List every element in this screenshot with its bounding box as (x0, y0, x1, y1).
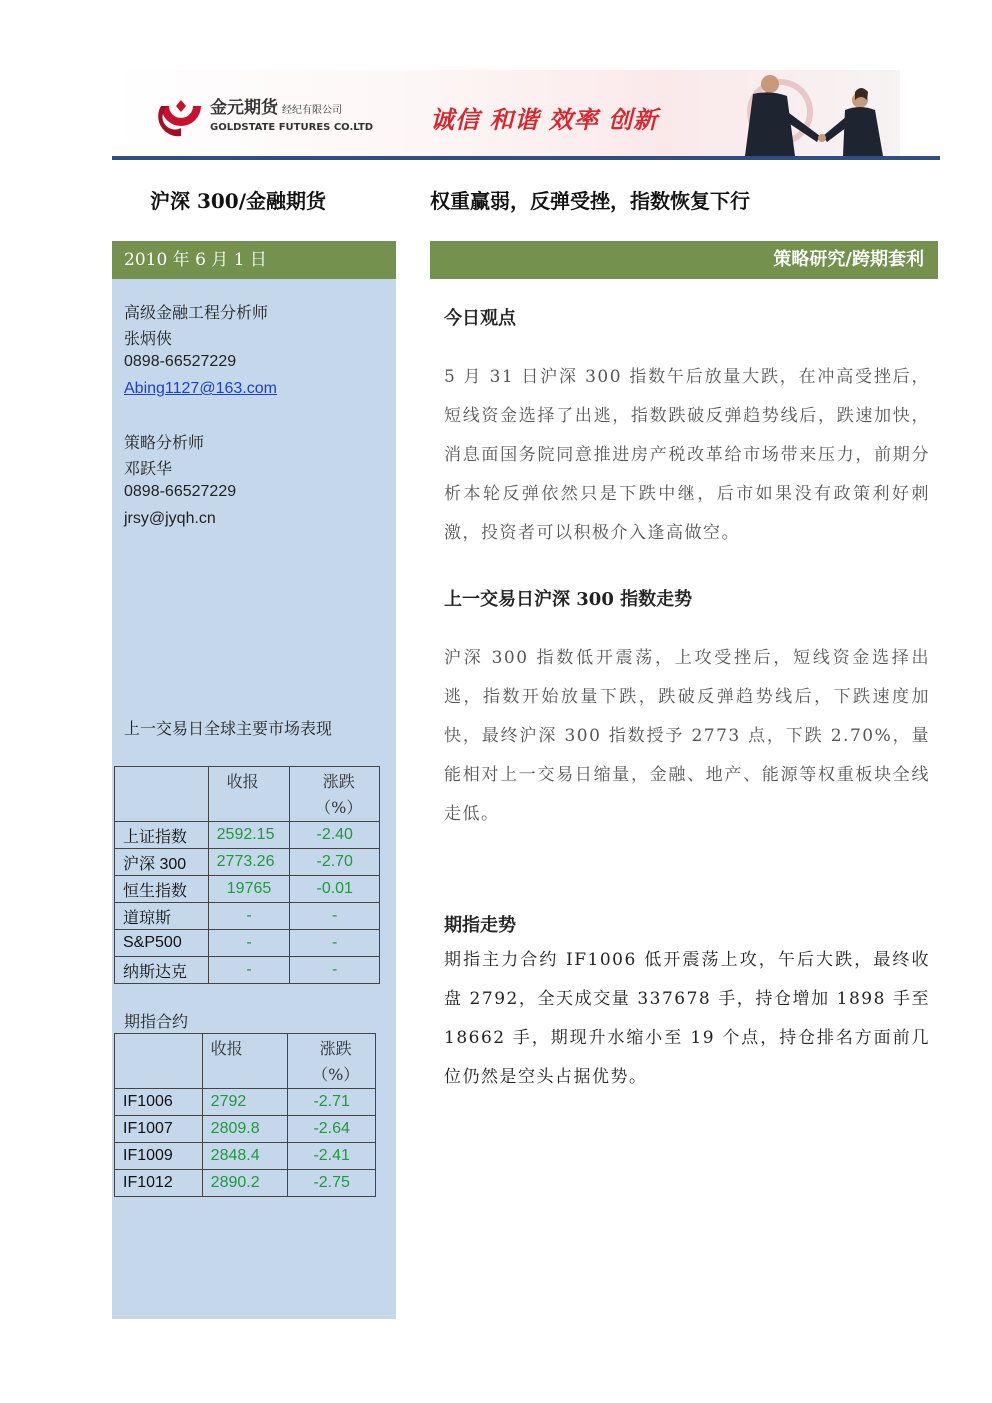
table-row (115, 849, 380, 876)
market-name: 道琼斯 (115, 903, 209, 930)
futures-table-label: 期指合约 (124, 1012, 189, 1031)
report-category-bar: 策略研究/跨期套利 (430, 241, 938, 279)
company-name-cn-main: 金元期货 (210, 98, 278, 118)
contract-name: IF1012 (115, 1170, 203, 1197)
slogan: 诚信 和谐 效率 创新 (430, 106, 659, 134)
market-close: 2592.15 (208, 822, 290, 849)
table-header-change-label: 涨跌 (319, 1039, 352, 1058)
header-rule (112, 156, 940, 160)
analyst-2-title: 策略分析师 (124, 433, 205, 452)
table-row (115, 1116, 376, 1143)
handshake-image (725, 70, 900, 156)
table-row (115, 1170, 376, 1197)
market-name: S&P500 (115, 930, 209, 957)
company-name-en: GOLDSTATE FUTURES CO.LTD (210, 122, 374, 133)
contract-close: 2809.8 (202, 1116, 288, 1143)
analyst-2-phone: 0898-66527229 (124, 483, 237, 500)
report-date: 2010 年 6 月 1 日 (112, 241, 396, 279)
market-change: -2.40 (290, 822, 380, 849)
analyst-1-name: 张炳俠 (124, 329, 173, 348)
analyst-1-email-link[interactable]: Abing1127@163.com (124, 380, 277, 397)
section-body-today-view: 5 月 31 日沪深 300 指数午后放量大跌，在冲高受挫后，短线资金选择了出逃，指数跌破反弹趋势线后，跌速加快，消息面国务院同意推进房产税改革给市场带来压力，前期分析本轮反弹依然只是下跌中继，后市如果没有政策利好刺激，投资者可以积极介入逢高做空。 (444, 367, 930, 543)
analyst-2-name: 邓跃华 (124, 459, 173, 478)
markets-table-label: 上一交易日全球主要市场表现 (124, 719, 333, 738)
market-name: 沪深 300 (115, 849, 209, 876)
market-change: - (290, 903, 380, 930)
analyst-1-title: 高级金融工程分析师 (124, 303, 269, 322)
company-name-cn (210, 93, 342, 118)
table-row (115, 903, 380, 930)
table-header-cell (115, 1034, 203, 1089)
company-name-cn-suffix: 经纪有限公司 (282, 105, 342, 116)
contract-change: -2.75 (288, 1170, 376, 1197)
contract-name: IF1009 (115, 1143, 203, 1170)
market-close: - (208, 903, 290, 930)
contract-close: 2792 (202, 1089, 288, 1116)
contract-name: IF1007 (115, 1116, 203, 1143)
market-close: 19765 (208, 876, 290, 903)
market-change: -2.70 (290, 849, 380, 876)
markets-table (114, 766, 380, 984)
market-close: 2773.26 (208, 849, 290, 876)
table-header-change-label: 涨跌 (322, 772, 355, 791)
analyst-1-phone: 0898-66527229 (124, 353, 237, 370)
contract-name: IF1006 (115, 1089, 203, 1116)
market-change: -0.01 (290, 876, 380, 903)
market-name: 纳斯达克 (115, 957, 209, 984)
table-header-change-unit: （%） (312, 1065, 360, 1084)
table-header-change-unit: （%） (315, 798, 363, 817)
table-row (115, 1089, 376, 1116)
table-row (115, 822, 380, 849)
section-heading-index-trend: 上一交易日沪深 300 指数走势 (444, 589, 693, 610)
market-name: 上证指数 (115, 822, 209, 849)
contract-change: -2.64 (288, 1116, 376, 1143)
table-header-close: 收报 (208, 767, 290, 822)
table-row (115, 957, 380, 984)
futures-table-header (115, 1034, 376, 1089)
table-row (115, 1143, 376, 1170)
futures-table (114, 1033, 376, 1197)
section-heading-today-view: 今日观点 (444, 308, 516, 329)
contract-change: -2.71 (288, 1089, 376, 1116)
markets-table-header (115, 767, 380, 822)
contract-close: 2848.4 (202, 1143, 288, 1170)
market-close: - (208, 930, 290, 957)
report-headline: 权重赢弱，反弹受挫，指数恢复下行 (430, 189, 750, 213)
market-name: 恒生指数 (115, 876, 209, 903)
contract-change: -2.41 (288, 1143, 376, 1170)
section-body-index-trend: 沪深 300 指数低开震荡，上攻受挫后，短线资金选择出逃，指数开始放量下跌，跌破反弹趋势线后，下跌速度加快，最终沪深 300 指数授予 2773 点，下跌 2.70%，量能相对上一交易日缩量，金融、地产、能源等权重板块全线走低。 (444, 648, 930, 824)
table-row (115, 876, 380, 903)
analyst-2-email: jrsy@jyqh.cn (124, 510, 216, 527)
contract-close: 2890.2 (202, 1170, 288, 1197)
table-row (115, 930, 380, 957)
market-change: - (290, 930, 380, 957)
market-change: - (290, 957, 380, 984)
company-logo-icon (158, 92, 204, 138)
table-header-cell (115, 767, 209, 822)
market-close: - (208, 957, 290, 984)
section-body-futures-trend: 期指主力合约 IF1006 低开震荡上攻，午后大跌，最终收盘 2792，全天成交量 337678 手，持仓增加 1898 手至 18662 手，期现升水缩小至 19 个点，持仓排名方面前几位仍然是空头占据优势。 (444, 950, 930, 1087)
table-header-change (288, 1034, 376, 1089)
section-heading-futures-trend: 期指走势 (444, 915, 516, 936)
table-header-close: 收报 (202, 1034, 288, 1089)
report-category-title: 沪深 300/金融期货 (150, 189, 327, 213)
table-header-change (290, 767, 380, 822)
